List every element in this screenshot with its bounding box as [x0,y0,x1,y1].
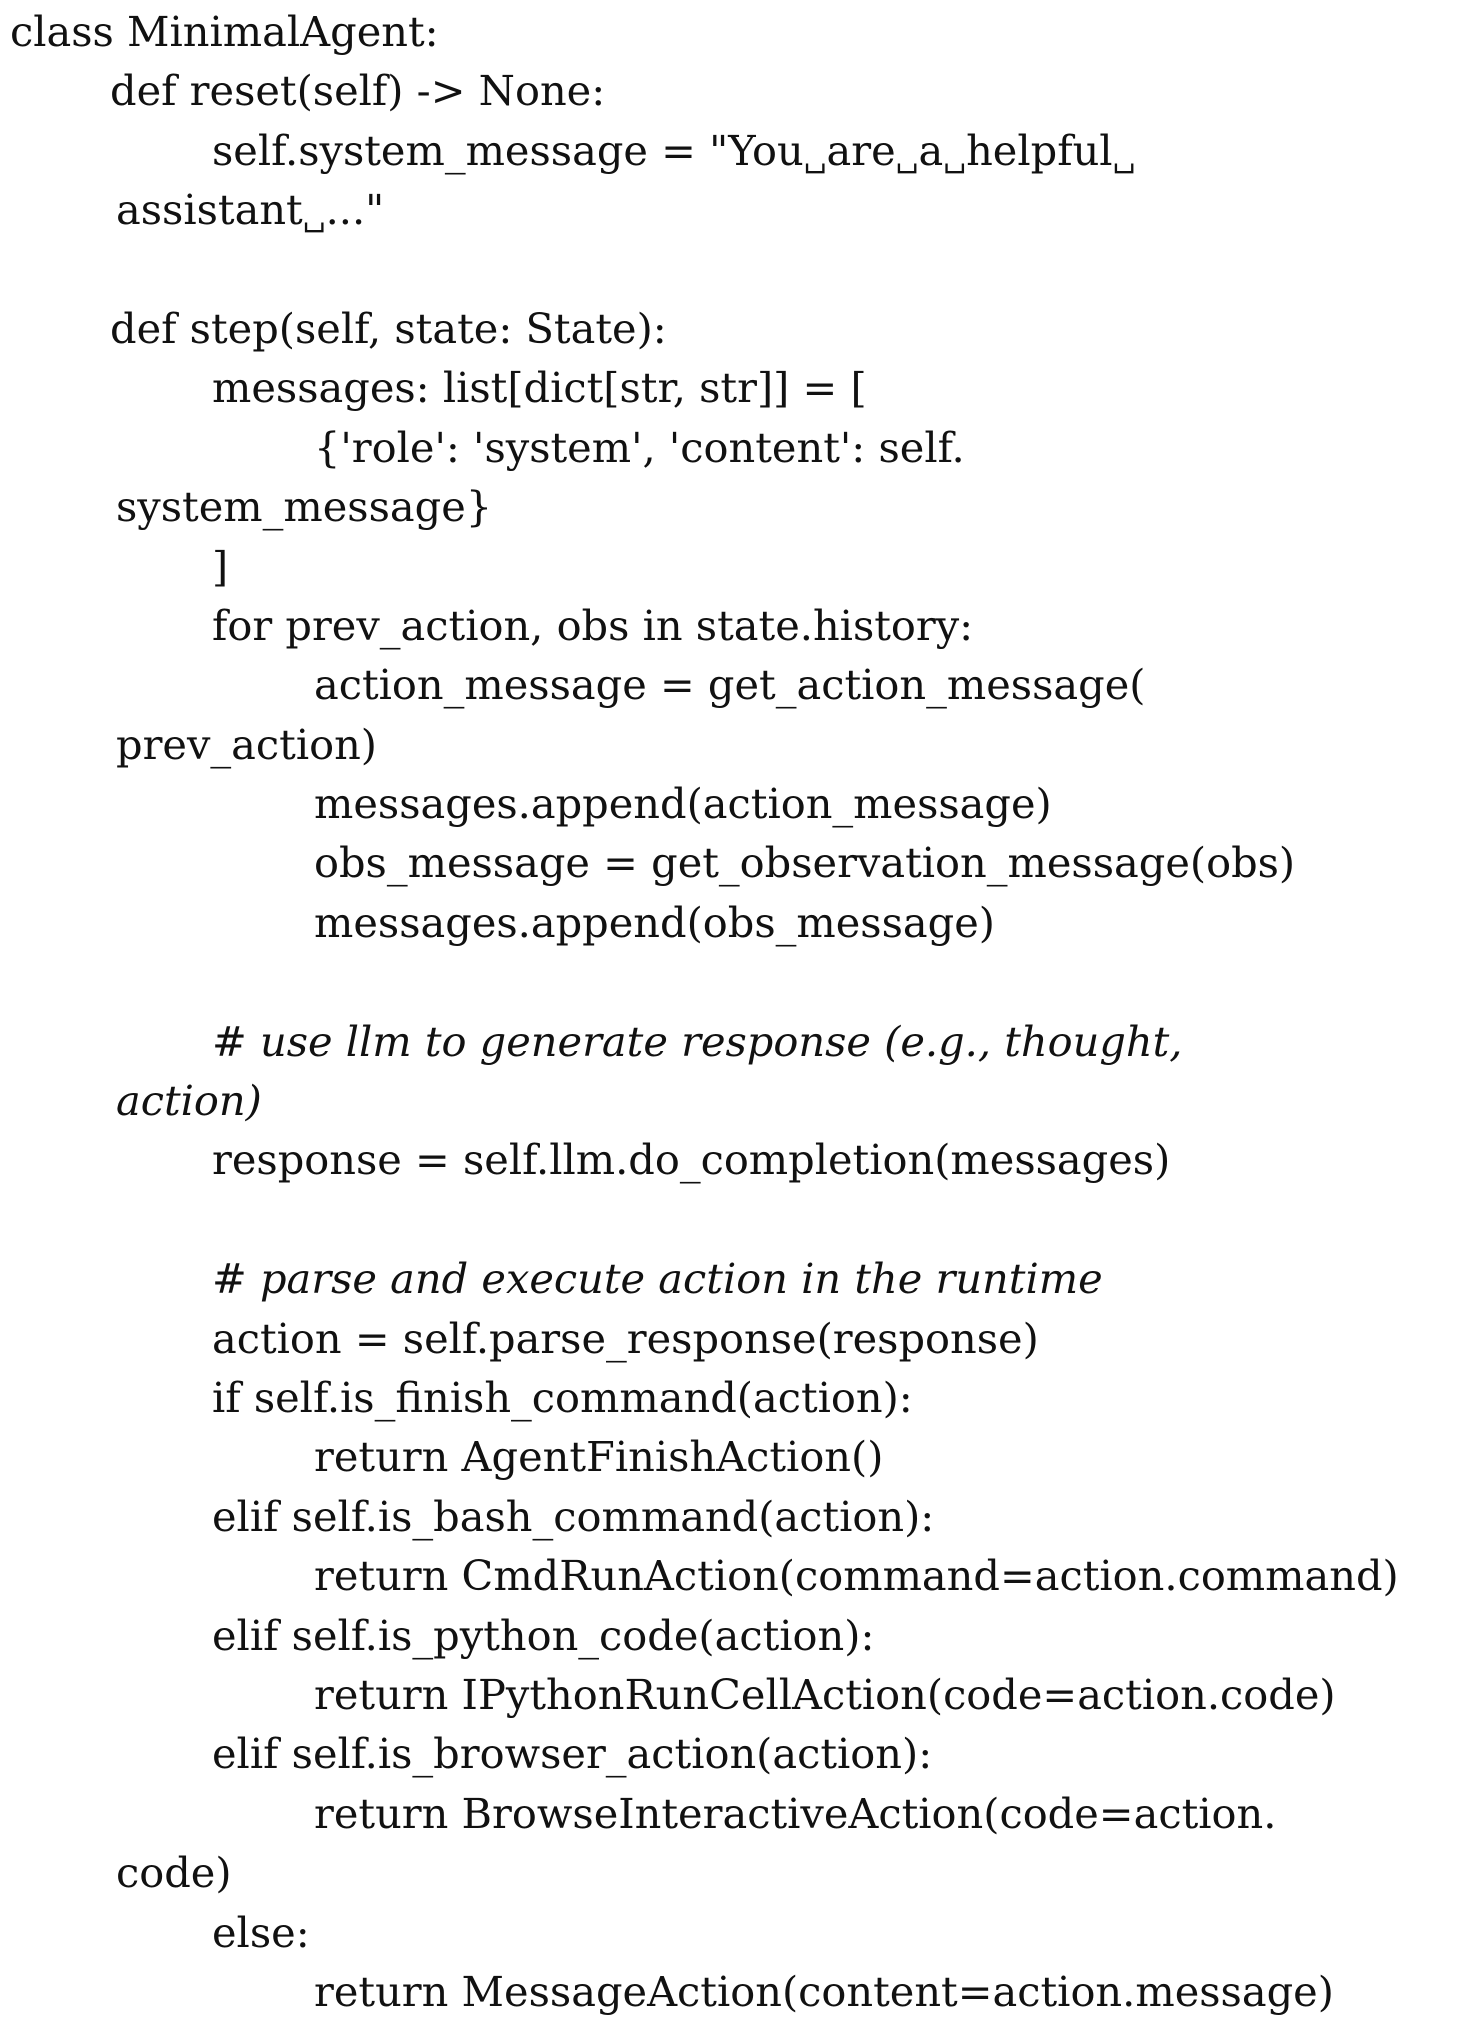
code-line [0,1962,1460,2021]
code-text: if self.is_finish_command(action): [212,1372,913,1422]
code-text: elif self.is_bash_command(action): [212,1491,935,1541]
code-text: response = self.llm.do_completion(messages) [212,1135,1171,1185]
code-line [0,1130,1460,1189]
code-line [0,477,1460,536]
code-line [0,1784,1460,1843]
code-line [0,833,1460,892]
code-text: def step(self, state: State): [110,303,667,353]
code-line [0,1368,1460,1427]
visible-space-glyph: ␣ [895,139,919,175]
code-text: return MessageAction(content=action.message) [314,1966,1334,2016]
code-text: messages: list[dict[str, str]] = [ [212,363,867,413]
code-text: self.system_message = "You␣are␣a␣helpful␣ [212,125,1136,175]
code-text: system_message} [116,482,493,532]
code-line [0,358,1460,417]
code-text: return IPythonRunCellAction(code=action.code) [314,1669,1336,1719]
code-text: action_message = get_action_message( [314,660,1146,710]
code-line [0,1724,1460,1783]
code-text: return AgentFinishAction() [314,1432,884,1482]
code-text: assistant␣..." [116,185,385,235]
code-text: for prev_action, obs in state.history: [212,600,974,650]
code-line [0,1427,1460,1486]
code-text: def reset(self) -> None: [110,66,606,116]
code-line [0,1249,1460,1308]
code-text: elif self.is_python_code(action): [212,1610,875,1660]
code-text: return BrowseInteractiveAction(code=action. [314,1788,1277,1838]
code-line [0,1190,1460,1249]
code-line [0,240,1460,299]
code-line [0,418,1460,477]
code-text: return CmdRunAction(command=action.command) [314,1551,1399,1601]
code-comment: # parse and execute action in the runtime [212,1254,1103,1304]
code-line [0,655,1460,714]
code-line [0,121,1460,180]
visible-space-glyph: ␣ [1112,139,1136,175]
code-line [0,1071,1460,1130]
code-line [0,774,1460,833]
code-line [0,299,1460,358]
code-line [0,715,1460,774]
code-text: {'role': 'system', 'content': self. [314,422,965,472]
code-line [0,1665,1460,1724]
code-text: elif self.is_browser_action(action): [212,1729,933,1779]
code-text: prev_action) [116,719,377,769]
code-line [0,537,1460,596]
code-text: messages.append(obs_message) [314,897,995,947]
code-line [0,1487,1460,1546]
code-text: action = self.parse_response(response) [212,1313,1039,1363]
code-line [0,1012,1460,1071]
code-line [0,596,1460,655]
code-line [0,1903,1460,1962]
code-comment: # use llm to generate response (e.g., thought, [212,1016,1183,1066]
code-text: else: [212,1907,310,1957]
code-line [0,1606,1460,1665]
code-line [0,893,1460,952]
code-line [0,1546,1460,1605]
code-line [0,1309,1460,1368]
code-line [0,180,1460,239]
code-text: ] [212,541,229,591]
visible-space-glyph: ␣ [302,198,326,234]
code-text: code) [116,1848,232,1898]
code-text: class MinimalAgent: [10,7,439,56]
visible-space-glyph: ␣ [943,139,967,175]
code-line [0,1843,1460,1902]
code-line [0,2,1460,61]
code-comment: action) [116,1076,262,1126]
code-line [0,952,1460,1011]
code-text: messages.append(action_message) [314,779,1052,829]
code-text: obs_message = get_observation_message(obs) [314,838,1296,888]
code-line [0,61,1460,120]
visible-space-glyph: ␣ [803,139,827,175]
